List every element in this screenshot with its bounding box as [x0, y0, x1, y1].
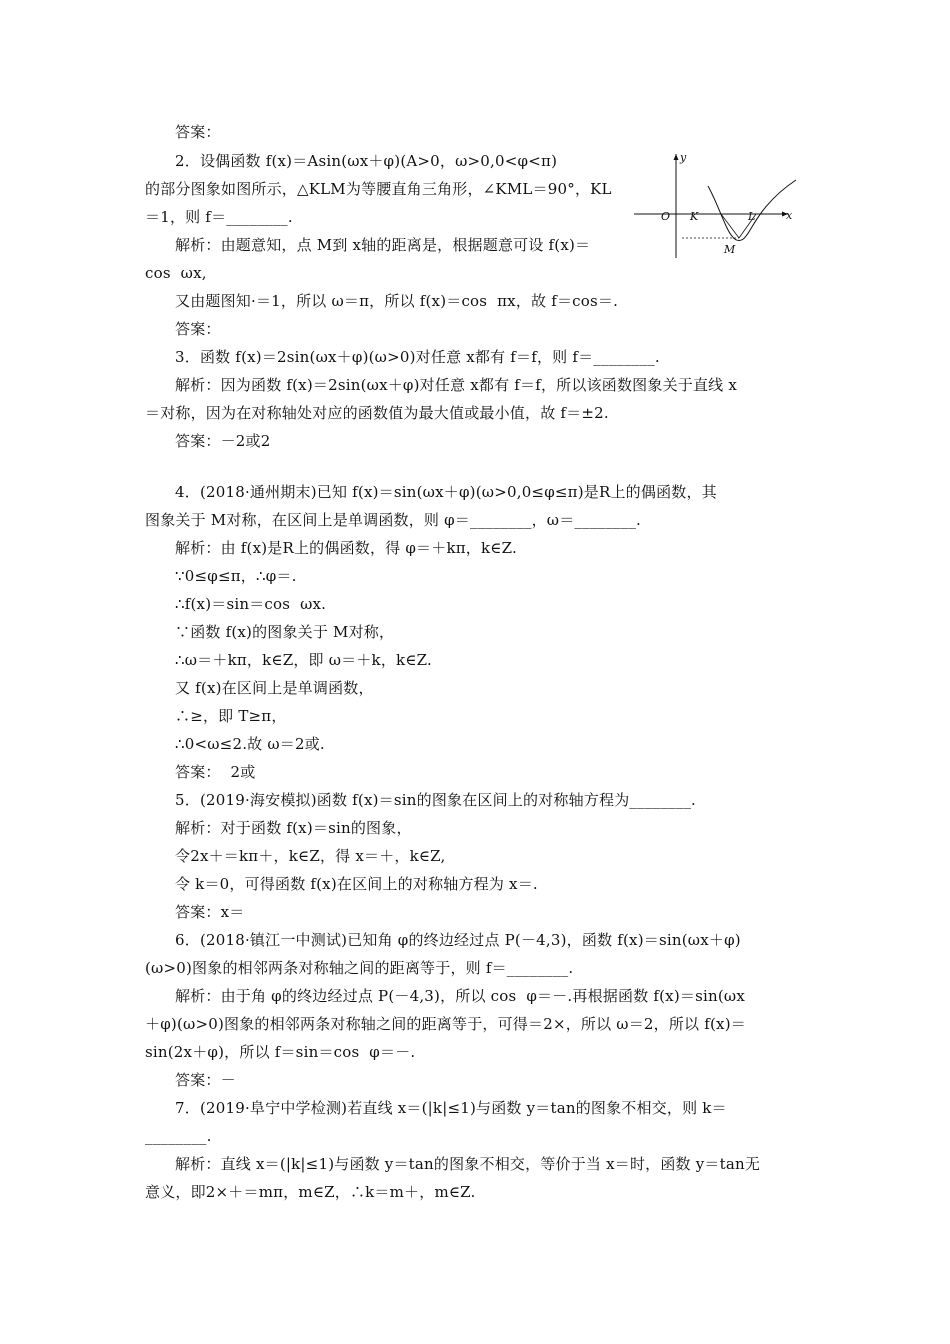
problem-7-line-1: 7．(2019·阜宁中学检测)若直线 x＝(|k|≤1)与函数 y＝tan的图象不相交，则 k＝	[175, 1099, 727, 1117]
solution-7-line-1: 解析：直线 x＝(|k|≤1)与函数 y＝tan的图象不相交，等价于当 x＝时，函数 y＝tan无	[175, 1155, 761, 1173]
solution-4-line-3: ∴f(x)＝sin＝cos ωx.	[175, 595, 327, 613]
problem-2-line-2: 的部分图象如图所示，△KLM为等腰直角三角形，∠KML＝90°，KL	[145, 180, 612, 198]
solution-4-line-2: ∵0≤φ≤π，∴φ＝.	[175, 567, 297, 585]
solution-6-line-3: sin(2x＋φ)，所以 f＝sin＝cos φ＝－.	[145, 1043, 416, 1061]
point-l-label: L	[748, 210, 756, 223]
problem-4-line-2: 图象关于 M对称，在区间上是单调函数，则 φ＝________，ω＝________.	[145, 511, 641, 529]
answer-line: 答案：x＝	[175, 903, 245, 921]
solution-5-line-1: 解析：对于函数 f(x)＝sin的图象，	[175, 819, 412, 837]
problem-2-line-3: ＝1，则 f＝________.	[145, 208, 293, 226]
answer-line: 答案：－2或2	[175, 432, 271, 450]
point-m-label: M	[724, 243, 736, 256]
y-axis-label: y	[680, 151, 687, 164]
solution-6-line-1: 解析：由于角 φ的终边经过点 P(－4,3)，所以 cos φ＝－.再根据函数 f(x)＝sin(ωx	[175, 987, 745, 1005]
cosine-graph-figure	[628, 150, 798, 260]
answer-line: 答案：	[175, 123, 221, 141]
problem-3-line-1: 3．函数 f(x)＝2sin(ωx＋φ)(ω>0)对任意 x都有 f＝f，则 f＝________.	[175, 348, 660, 366]
answer-line: 答案：－	[175, 1071, 236, 1089]
solution-4-line-8: ∴0<ω≤2.故 ω＝2或.	[175, 735, 325, 753]
cosine-graph-svg	[628, 150, 798, 260]
answer-line: 答案：	[175, 320, 221, 338]
answer-line: 答案： 2或	[175, 763, 256, 781]
solution-5-line-2: 令2x＋＝kπ＋，k∈Z，得 x＝＋，k∈Z,	[175, 847, 446, 865]
solution-3-line-1: 解析：因为函数 f(x)＝2sin(ωx＋φ)对任意 x都有 f＝f，所以该函数图象关于直线 x	[175, 376, 738, 394]
solution-4-line-1: 解析：由 f(x)是R上的偶函数，得 φ＝＋kπ，k∈Z.	[175, 539, 517, 557]
solution-2-line-1: 解析：由题意知，点 M到 x轴的距离是，根据题意可设 f(x)＝	[175, 236, 591, 254]
solution-5-line-3: 令 k＝0，可得函数 f(x)在区间上的对称轴方程为 x＝.	[175, 875, 538, 893]
problem-6-line-2: (ω>0)图象的相邻两条对称轴之间的距离等于，则 f＝________.	[145, 959, 574, 977]
triangle-side-km	[721, 214, 739, 238]
solution-2-line-2: cos ωx,	[145, 264, 207, 282]
solution-4-line-6: 又 f(x)在区间上是单调函数，	[175, 679, 374, 697]
problem-4-line-1: 4．(2018·通州期末)已知 f(x)＝sin(ωx＋φ)(ω>0,0≤φ≤π)是R上的偶函数，其	[175, 483, 717, 501]
origin-label: O	[661, 210, 671, 223]
solution-4-line-4: ∵函数 f(x)的图象关于 M对称，	[175, 623, 395, 641]
solution-4-line-5: ∴ω＝＋kπ，k∈Z，即 ω＝＋k，k∈Z.	[175, 651, 432, 669]
point-k-label: K	[690, 210, 699, 223]
problem-6-line-1: 6．(2018·镇江一中测试)已知角 φ的终边经过点 P(－4,3)，函数 f(x)＝sin(ωx＋φ)	[175, 931, 741, 949]
solution-7-line-2: 意义，即2×＋＝mπ，m∈Z，∴k＝m＋，m∈Z.	[145, 1183, 476, 1201]
problem-5-line-1: 5．(2019·海安模拟)函数 f(x)＝sin的图象在区间上的对称轴方程为________.	[175, 791, 696, 809]
y-axis-arrow	[674, 154, 679, 160]
x-axis-label: x	[786, 209, 793, 222]
problem-2-line-1: 2．设偶函数 f(x)＝Asin(ωx＋φ)(A>0，ω>0,0<φ<π)	[175, 152, 558, 170]
problem-7-line-2: ________.	[145, 1127, 212, 1145]
solution-3-line-2: ＝对称，因为在对称轴处对应的函数值为最大值或最小值，故 f＝±2.	[145, 404, 609, 422]
solution-4-line-7: ∴≥，即 T≥π，	[175, 707, 287, 725]
solution-6-line-2: ＋φ)(ω>0)图象的相邻两条对称轴之间的距离等于，可得＝2×，所以 ω＝2，所以 f(x)＝	[145, 1015, 746, 1033]
solution-2-line-3: 又由题图知·＝1，所以 ω＝π，所以 f(x)＝cos πx，故 f＝cos＝.	[175, 292, 619, 310]
